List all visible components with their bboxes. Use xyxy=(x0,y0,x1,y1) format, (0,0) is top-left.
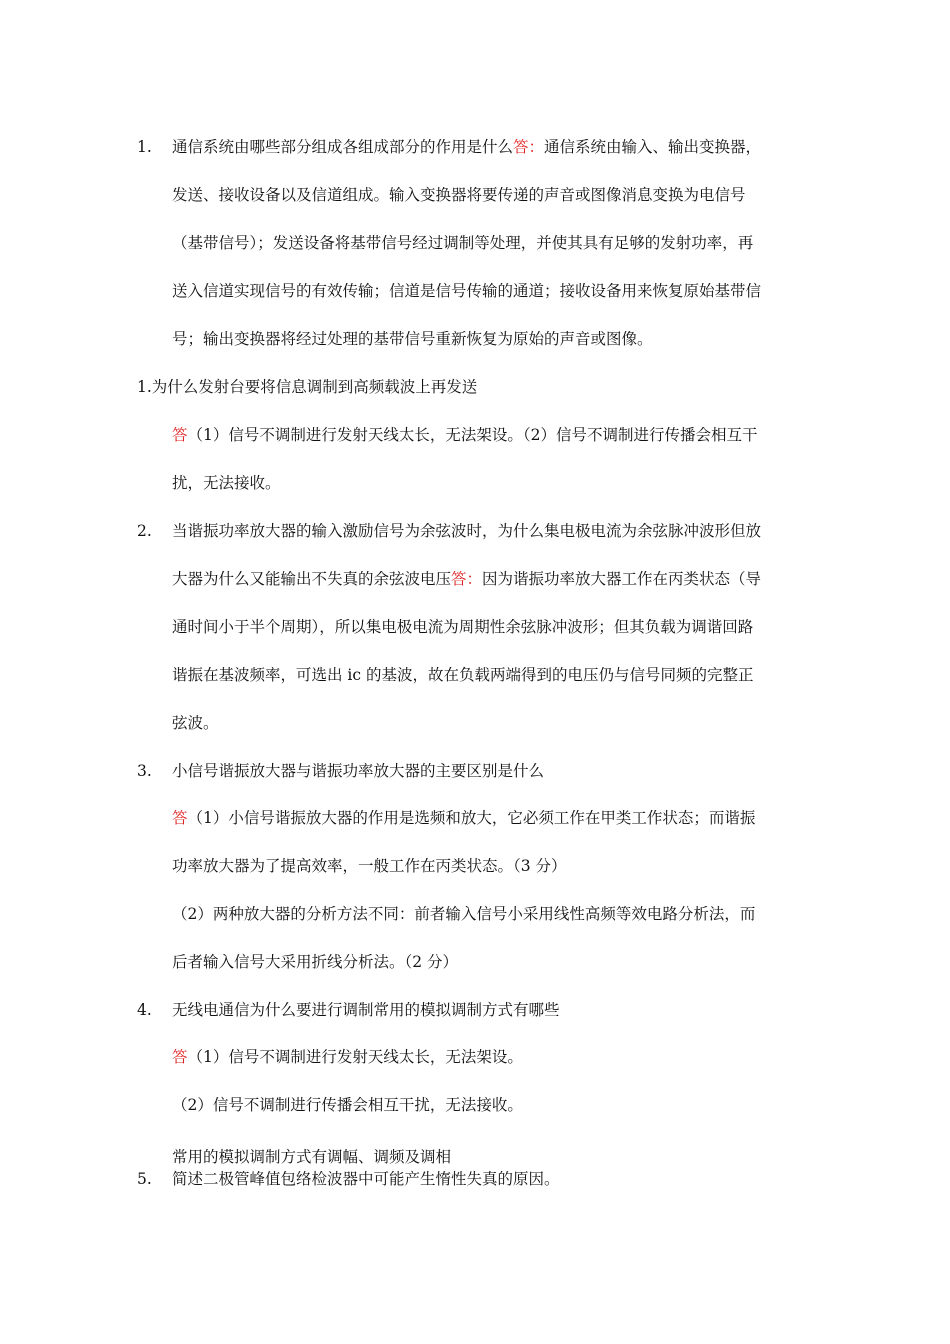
question-line: 当谐振功率放大器的输入激励信号为余弦波时，为什么集电极电流为余弦脉冲波形但放 xyxy=(172,522,762,540)
answer-text: （1）信号不调制进行发射天线太长，无法架设。（2）信号不调制进行传播会相互干 xyxy=(187,426,758,444)
answer-line xyxy=(172,1047,523,1067)
item-number: 3. xyxy=(137,762,152,780)
item-number: 5. xyxy=(137,1170,152,1188)
answer-line: 谐振在基波频率，可选出 ic 的基波，故在负载两端得到的电压仍与信号同频的完整正 xyxy=(172,666,754,684)
question-line: 无线电通信为什么要进行调制常用的模拟调制方式有哪些 xyxy=(172,1001,560,1019)
answer-marker: 答 xyxy=(172,809,188,827)
answer-line: （2）信号不调制进行传播会相互干扰，无法接收。 xyxy=(172,1096,523,1114)
answer-line: 通时间小于半个周期），所以集电极电流为周期性余弦脉冲波形；但其负载为调谐回路 xyxy=(172,618,754,636)
answer-line: 扰，无法接收。 xyxy=(172,474,281,492)
question-line: 简述二极管峰值包络检波器中可能产生惰性失真的原因。 xyxy=(172,1170,560,1188)
question-line xyxy=(172,569,761,589)
answer-line xyxy=(172,808,755,828)
answer-line: 发送、接收设备以及信道组成。输入变换器将要传递的声音或图像消息变换为电信号 xyxy=(172,186,746,204)
answer-line: 功率放大器为了提高效率，一般工作在丙类状态。（3 分） xyxy=(172,857,567,875)
item-number: 4. xyxy=(137,1001,152,1019)
answer-line: 送入信道实现信号的有效传输；信道是信号传输的通道；接收设备用来恢复原始基带信 xyxy=(172,282,762,300)
answer-text: 通信系统由输入、输出变换器， xyxy=(544,138,762,156)
answer-line: （2）两种放大器的分析方法不同：前者输入信号小采用线性高频等效电路分析法，而 xyxy=(172,905,756,923)
question-text: 大器为什么又能输出不失真的余弦波电压 xyxy=(172,570,452,588)
answer-marker: 答： xyxy=(513,138,545,156)
question-heading: 1.为什么发射台要将信息调制到高频载波上再发送 xyxy=(137,378,478,396)
item-number: 2. xyxy=(137,522,152,540)
item-number: 1. xyxy=(137,138,152,156)
answer-line: （基带信号）；发送设备将基带信号经过调制等处理，并使其具有足够的发射功率，再 xyxy=(172,234,754,252)
answer-text: （1）小信号谐振放大器的作用是选频和放大，它必须工作在甲类工作状态；而谐振 xyxy=(187,809,756,827)
answer-line: 号；输出变换器将经过处理的基带信号重新恢复为原始的声音或图像。 xyxy=(172,330,653,348)
question-text: 通信系统由哪些部分组成各组成部分的作用是什么 xyxy=(172,138,514,156)
answer-line: 常用的模拟调制方式有调幅、调频及调相 xyxy=(172,1148,452,1166)
answer-marker: 答 xyxy=(172,426,188,444)
answer-line: 弦波。 xyxy=(172,714,219,732)
answer-marker: 答 xyxy=(172,1048,188,1066)
answer-line xyxy=(172,425,758,445)
question-line: 小信号谐振放大器与谐振功率放大器的主要区别是什么 xyxy=(172,762,545,780)
answer-marker: 答： xyxy=(451,570,483,588)
answer-line: 后者输入信号大采用折线分析法。（2 分） xyxy=(172,953,459,971)
answer-text: 因为谐振功率放大器工作在丙类状态（导 xyxy=(482,570,762,588)
answer-text: （1）信号不调制进行发射天线太长，无法架设。 xyxy=(187,1048,523,1066)
question-line xyxy=(172,137,761,157)
